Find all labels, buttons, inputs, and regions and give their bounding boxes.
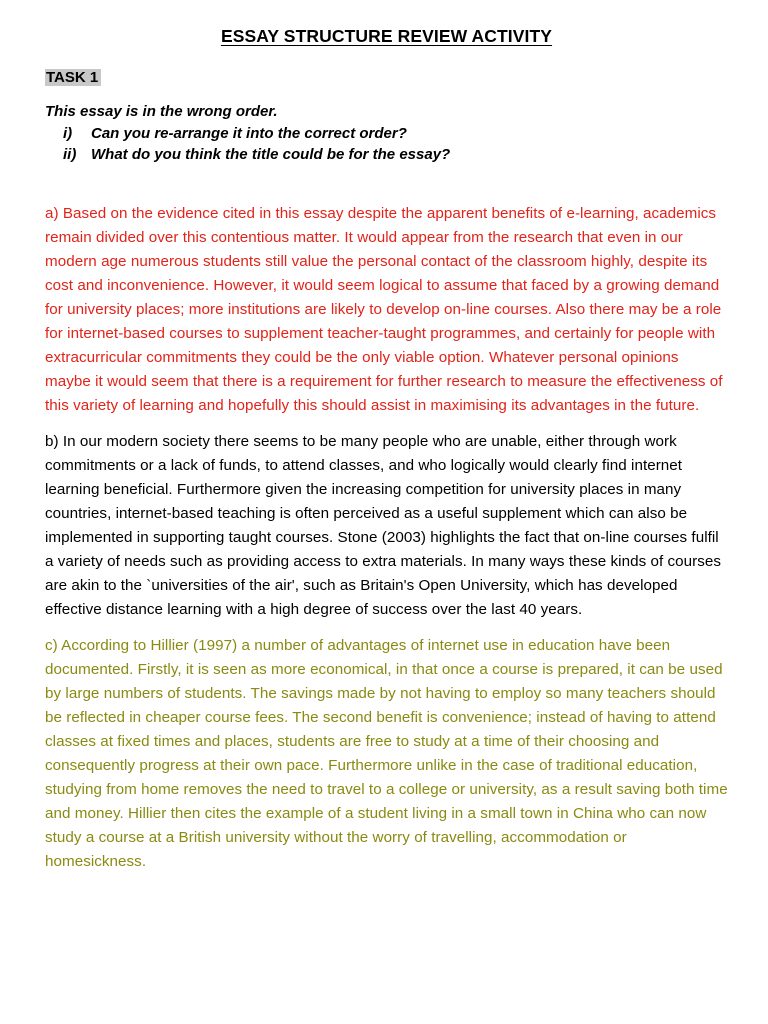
instructions-intro: This essay is in the wrong order. <box>45 103 278 120</box>
question-1 <box>45 123 728 145</box>
task-label: TASK 1 <box>45 69 101 86</box>
paragraph-b: b) In our modern society there seems to be many people who are unable, either through work commitments or a lack of funds, to attend classes, and who logically would clearly find internet learning beneficial. Furthermore given the increasing competition for university places in many countries, internet-based teaching is often perceived as a useful supplement which can also be implemented in supporting taught courses. Stone (2003) highlights the fact that on-line courses fulfil a variety of needs such as providing access to extra materials. In many ways these kinds of courses are akin to the `universities of the air', such as Britain's Open University, which has developed effective distance learning with a high degree of success over the last 40 years. <box>45 432 722 618</box>
instructions <box>45 101 728 166</box>
page-title: ESSAY STRUCTURE REVIEW ACTIVITY <box>220 26 553 46</box>
paragraph-c: c) According to Hillier (1997) a number of advantages of internet use in education have been documented. Firstly, it is seen as more economical, in that once a course is prepared, it can be used by large numbers of students. The savings made by not having to employ so many teachers should be reflected in cheaper course fees. The second benefit is convenience; instead of having to attend classes at fixed times and places, students are free to study at a time of their choosing and consequently progress at their own pace. Furthermore unlike in the case of traditional education, studying from home removes the need to travel to a college or university, as a result saving both time and money. Hillier then cites the example of a student living in a small town in China who can now study a course at a British university without the worry of travelling, accommodation or homesickness. <box>45 636 728 870</box>
paragraph-a: a) Based on the evidence cited in this essay despite the apparent benefits of e-learning, academics remain divided over this contentious matter. It would appear from the research that even in our modern age numerous students still value the personal contact of the classroom highly, despite its cost and inconvenience. However, it would seem logical to assume that faced by a growing demand for university places; more institutions are likely to develop on-line courses. Also there may be a role for internet-based courses to supplement teacher-taught programmes, and certainly for people with extracurricular commitments they could be the only viable option. Whatever personal opinions maybe it would seem that there is a requirement for further research to measure the effectiveness of this variety of learning and hopefully this should assist in maximising its advantages in the future. <box>45 204 723 414</box>
question-2-text: What do you think the title could be for the essay? <box>91 146 451 163</box>
question-1-text: Can you re-arrange it into the correct order? <box>91 124 407 142</box>
question-2-number: ii) <box>63 146 77 163</box>
question-1-number: i) <box>63 124 73 142</box>
question-2 <box>45 144 728 166</box>
